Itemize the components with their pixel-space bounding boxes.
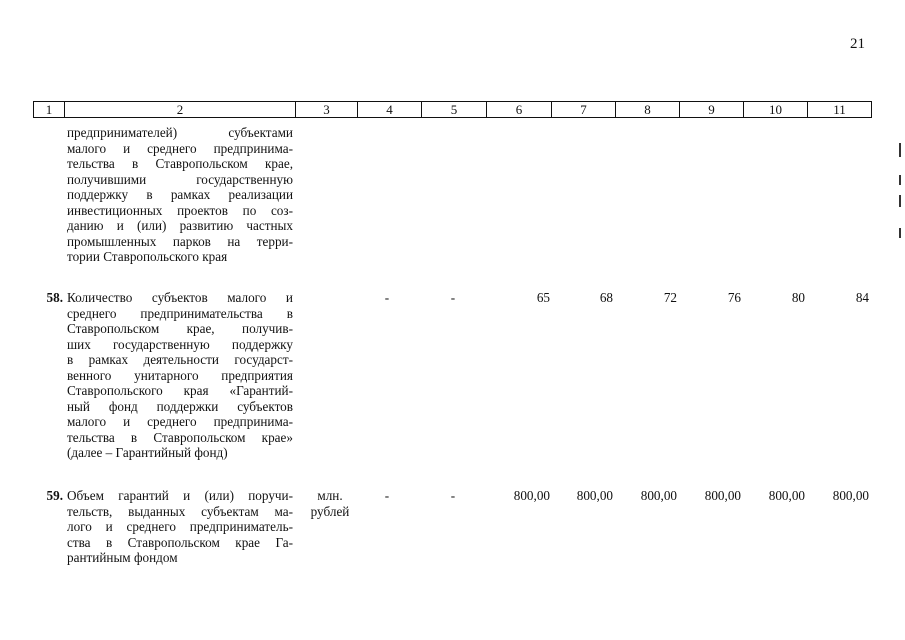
row-58-col-8: 72	[663, 290, 677, 305]
row-58-col-4: -	[384, 290, 390, 305]
row-58-col-7: 68	[599, 290, 613, 305]
row-58-text	[67, 290, 293, 461]
row-59-col-8: 800,00	[640, 488, 677, 503]
header-col-1: 1	[34, 102, 65, 117]
text-line: Ставропольском крае, получив-	[67, 321, 293, 336]
header-col-8: 8	[616, 102, 680, 117]
unit-line-1: млн.	[317, 488, 343, 503]
row-58-col-10: 80	[791, 290, 805, 305]
row-59-col-7: 800,00	[576, 488, 613, 503]
row-59-col-6: 800,00	[513, 488, 550, 503]
text-line: Количество субъектов малого и	[67, 290, 293, 305]
header-col-11: 11	[808, 102, 872, 117]
row-number: 58.	[46, 290, 63, 305]
text-line: инвестиционных проектов по соз-	[67, 202, 293, 218]
text-line: ный фонд поддержки субъектов	[67, 398, 293, 414]
page-number: 21	[850, 36, 865, 52]
text-line: (далее – Гарантийный фонд)	[67, 445, 228, 460]
row-59-col-10: 800,00	[768, 488, 805, 503]
row-59-unit	[300, 488, 360, 519]
row-58-col-11: 84	[855, 290, 869, 305]
text-line: в рамках деятельности государст-	[67, 352, 293, 367]
row-58-col-5: -	[450, 290, 456, 305]
continuation-row-text	[67, 125, 293, 265]
scan-mark	[899, 175, 901, 185]
text-line: получившими государственную	[67, 171, 293, 187]
scan-mark	[899, 228, 901, 238]
text-line: Объем гарантий и (или) поручи-	[67, 488, 293, 503]
scan-mark	[899, 195, 901, 207]
text-line: ших государственную поддержку	[67, 336, 293, 352]
text-line: предпринимателей) субъектами	[67, 125, 293, 140]
text-line: поддержку в рамках реализации	[67, 187, 293, 202]
scan-mark	[899, 143, 901, 157]
row-58-col-9: 76	[727, 290, 741, 305]
header-col-5: 5	[422, 102, 487, 117]
table-header-row	[33, 101, 872, 118]
text-line: тельства в Ставропольском крае»	[67, 429, 293, 445]
text-line: малого и среднего предпринима-	[67, 414, 293, 429]
text-line: данию и (или) развитию частных	[67, 218, 293, 233]
text-line: малого и среднего предпринима-	[67, 140, 293, 156]
row-59-text	[67, 488, 293, 566]
unit-line-2: рублей	[310, 503, 350, 519]
row-59-col-9: 800,00	[704, 488, 741, 503]
text-line: венного унитарного предприятия	[67, 367, 293, 383]
header-col-4: 4	[358, 102, 422, 117]
header-col-10: 10	[744, 102, 808, 117]
text-line: среднего предпринимательства в	[67, 305, 293, 321]
row-59-col-11: 800,00	[832, 488, 869, 503]
header-col-6: 6	[487, 102, 552, 117]
header-col-2: 2	[65, 102, 296, 117]
text-line: рантийным фондом	[67, 550, 178, 565]
text-line: тории Ставропольского края	[67, 249, 228, 264]
row-58-col-6: 65	[536, 290, 550, 305]
text-line: лого и среднего предприниматель-	[67, 519, 293, 534]
text-line: промышленных парков на терри-	[67, 233, 293, 249]
text-line: тельства в Ставропольском крае,	[67, 156, 293, 171]
row-59-col-4: -	[384, 488, 390, 503]
header-col-3: 3	[296, 102, 358, 117]
text-line: Ставропольского края «Гарантий-	[67, 383, 293, 398]
header-col-9: 9	[680, 102, 744, 117]
row-59-col-5: -	[450, 488, 456, 503]
text-line: тельств, выданных субъектам ма-	[67, 503, 293, 519]
row-number: 59.	[46, 488, 63, 503]
header-col-7: 7	[552, 102, 616, 117]
text-line: ства в Ставропольском крае Га-	[67, 534, 293, 550]
